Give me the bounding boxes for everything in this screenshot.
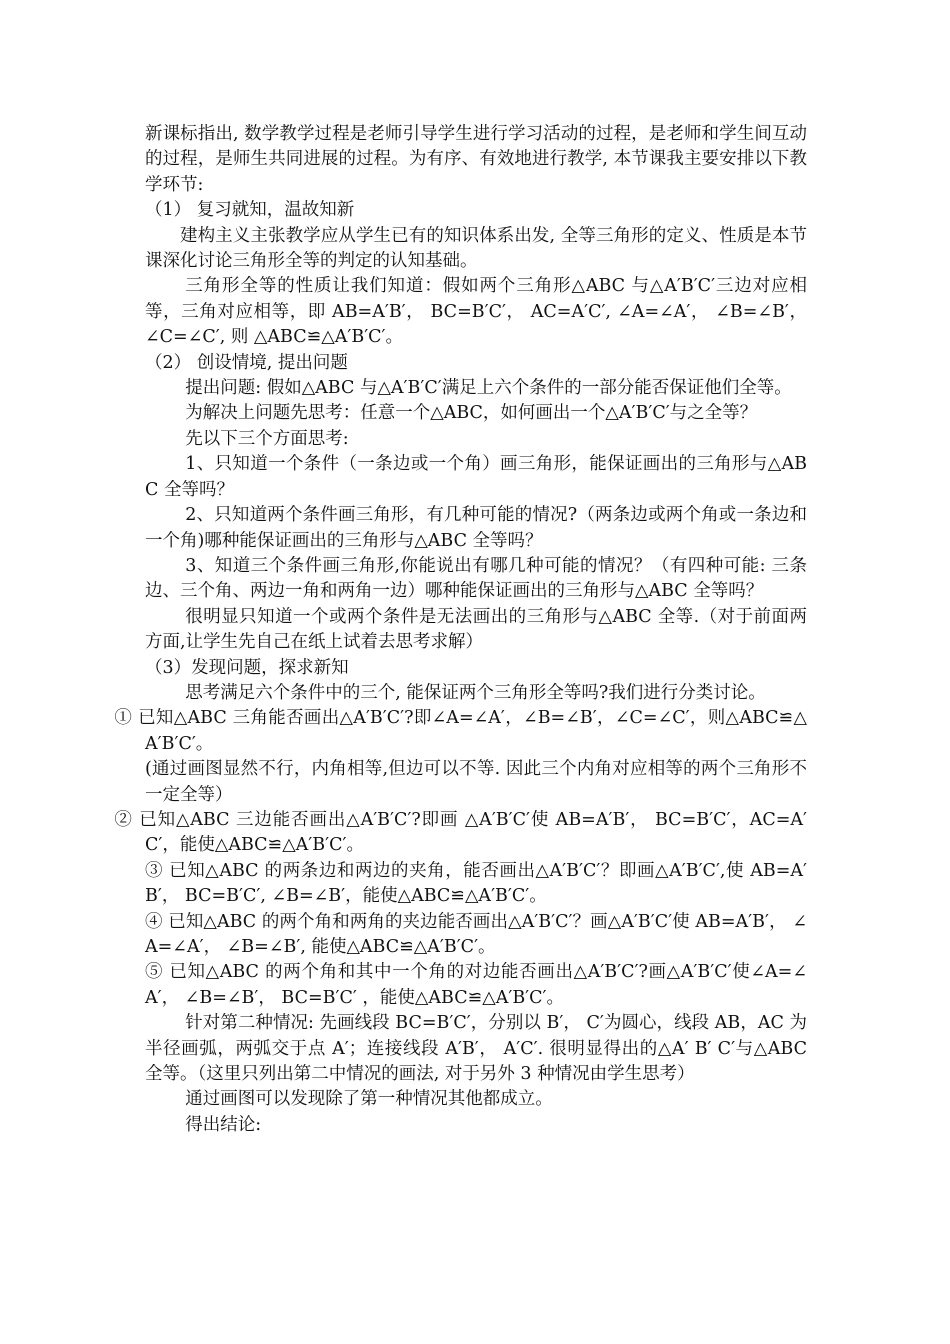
section-3-paragraph-1: 思考满足六个条件中的三个, 能保证两个三角形全等吗?我们进行分类讨论。: [185, 682, 766, 703]
section-2-question-2: 2、只知道两个条件画三角形，有几种可能的情况?（两条边或两个角或一条边和一个角)哪种能保证画出的三角形与△ABC 全等吗？: [145, 505, 807, 551]
case-2: ② 已知△ABC 三边能否画出△A′B′C′?即画 △A′B′C′使 AB=A′B′， BC=B′C′，AC=A′C′，能使△ABC≌△A′B′C′。: [114, 809, 807, 856]
section-1-paragraph-1: 建构主义主张教学应从学生已有的知识体系出发, 全等三角形的定义、性质是本节课深化讨论三角形全等的判定的认知基础。: [145, 225, 807, 272]
section-1-heading: （1） 复习就知，温故知新: [145, 200, 355, 221]
section-2-heading: （2） 创设情境, 提出问题: [145, 352, 348, 373]
section-2-question-3: 3、知道三个条件画三角形,你能说出有哪几种可能的情况？（有四种可能: 三条边、三个角、两边一角和两角一边）哪种能保证画出的三角形与△ABC 全等吗？: [145, 555, 807, 602]
section-3-paragraph-2: 针对第二种情况: 先画线段 BC=B′C′，分别以 B′， C′为圆心，线段 AB，AC 为半径画弧，两弧交于点 A′；连接线段 A′B′， A′C′. 很明显得出的△A′ B′ C′与△ABC 全等。（这里只列出第二中情况的画法, 对于另外 3 种情况由学生思考）: [145, 1013, 807, 1085]
intro-paragraph: 新课标指出, 数学教学过程是老师引导学生进行学习活动的过程，是老师和学生间互动的过程，是师生共同进展的过程。为有序、有效地进行教学, 本节课我主要安排以下教学环节:: [145, 124, 807, 195]
case-5: ⑤ 已知△ABC 的两个角和其中一个角的对边能否画出△A′B′C′?画△A′B′C′使∠A=∠A′， ∠B=∠B′， BC=B′C′ ，能使△ABC≌△A′B′C′。: [145, 962, 807, 1008]
section-3-paragraph-3: 通过画图可以发现除了第一种情况其他都成立。: [185, 1089, 553, 1110]
section-2-question-1: 1、只知道一个条件（一条边或一个角）画三角形，能保证画出的三角形与△ABC 全等吗？: [145, 454, 807, 500]
section-1-paragraph-2: 三角形全等的性质让我们知道：假如两个三角形△ABC 与△A′B′C′三边对应相等，三角对应相等，即 AB=A′B′， BC=B′C′， AC=A′C′, ∠A=∠A′， ∠B=∠B′， ∠C=∠C′, 则 △ABC≌△A′B′C′。: [145, 276, 807, 348]
case-4: ④ 已知△ABC 的两个角和两角的夹边能否画出△A′B′C′？画△A′B′C′使 AB=A′B′， ∠A=∠A′， ∠B=∠B′, 能使△ABC≌△A′B′C′。: [145, 911, 807, 957]
section-2-paragraph-2: 为解决上问题先思考：任意一个△ABC，如何画出一个△A′B′C′与之全等？: [185, 403, 758, 424]
section-2-paragraph-4: 很明显只知道一个或两个条件是无法画出的三角形与△ABC 全等.（对于前面两方面,让学生先自己在纸上试着去思考求解）: [145, 606, 807, 653]
document-page: [114, 122, 807, 1138]
section-3-conclusion-label: 得出结论:: [185, 1114, 262, 1135]
section-2-paragraph-1: 提出问题: 假如△ABC 与△A′B′C′满足上六个条件的一部分能否保证他们全等。: [185, 378, 792, 399]
section-3-heading: （3）发现问题，探求新知: [145, 657, 349, 678]
case-1: ① 已知△ABC 三角能否画出△A′B′C′?即∠A=∠A′，∠B=∠B′，∠C=∠C′，则△ABC≌△A′B′C′。: [114, 708, 807, 754]
case-3: ③ 已知△ABC 的两条边和两边的夹角，能否画出△A′B′C′？即画△A′B′C′,使 AB=A′B′， BC=B′C′, ∠B=∠B′，能使△ABC≌△A′B′C′。: [145, 860, 807, 907]
case-1-note: (通过画图显然不行，内角相等,但边可以不等. 因此三个内角对应相等的两个三角形不一定全等）: [145, 759, 807, 805]
section-2-paragraph-3: 先以下三个方面思考:: [185, 428, 349, 449]
